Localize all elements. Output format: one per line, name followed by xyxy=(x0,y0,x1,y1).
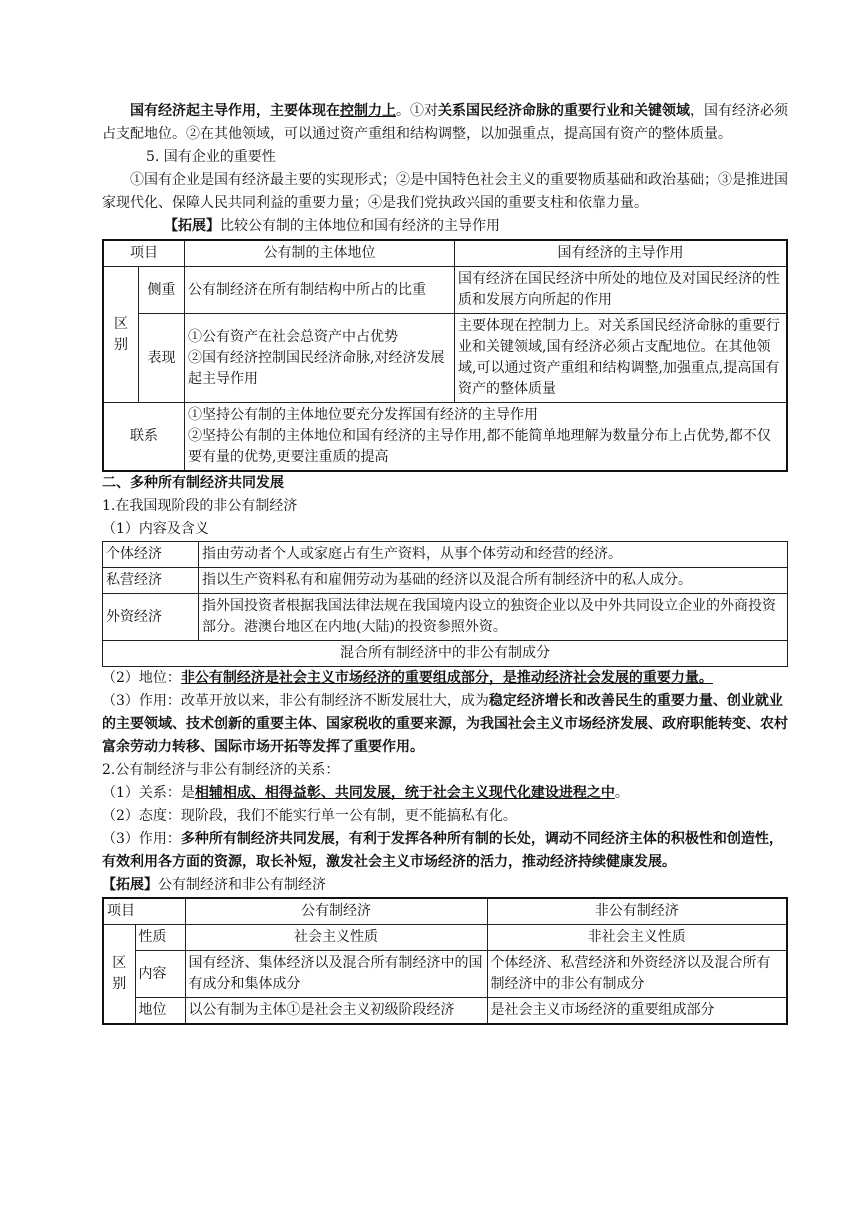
relation-text: 相辅相成、相得益彰、共同发展，统于社会主义现代化建设进程之中 xyxy=(194,785,615,801)
extension-2-title: 公有制经济和非公有制经济 xyxy=(158,877,326,893)
table2-row2-a: 国有经济、集体经济以及混合所有制经济中的国有成分和集体成分 xyxy=(185,951,487,998)
table1-row3-label: 联系 xyxy=(103,403,185,472)
comparison-table-1 xyxy=(102,239,788,472)
section-2-sub1: 1.在我国现阶段的非公有制经济 xyxy=(102,498,298,514)
position-text: 非公有制经济是社会主义市场经济的重要组成部分，是推动经济社会发展的重要力量。 xyxy=(180,670,713,686)
table1-header-b: 国有经济的主导作用 xyxy=(455,240,788,267)
section-5-title: 5. 国有企业的重要性 xyxy=(146,149,276,165)
effect-text: 多种所有制经济共同发展，有利于发挥各种所有制的长处，调动不同经济主体的积极性和创造性，有效利用各方面的资源，取长补短，激发社会主义市场经济的活力，推动经济持续健康发展。 xyxy=(102,831,783,870)
table1-diff-label: 区别 xyxy=(103,267,139,403)
table2-row1-label: 性质 xyxy=(135,925,185,951)
table1-row2-label: 表现 xyxy=(139,314,185,403)
extension-1-caption xyxy=(102,215,788,238)
table-cell-value: 指由劳动者个人或家庭占有生产资料，从事个体劳动和经营的经济。 xyxy=(199,542,788,568)
intro-bold-2: 关系国民经济命脉的重要行业和关键领域 xyxy=(438,103,690,119)
extension-1-title: 比较公有制的主体地位和国有经济的主导作用 xyxy=(220,218,500,234)
table-cell-key: 个体经济 xyxy=(103,542,199,568)
section-2-sub1a: （1）内容及含义 xyxy=(102,521,209,537)
table2-header-item: 项目 xyxy=(103,898,185,925)
role-paragraph xyxy=(102,690,788,759)
table2-row1-b: 非社会主义性质 xyxy=(487,925,787,951)
table2-row3-label: 地位 xyxy=(135,998,185,1025)
table1-row1-label: 侧重 xyxy=(139,267,185,314)
table2-header-a: 公有制经济 xyxy=(185,898,487,925)
section-2-title: 二、多种所有制经济共同发展 xyxy=(102,475,284,491)
table1-header-a: 公有制的主体地位 xyxy=(185,240,455,267)
table-cell-value: 指外国投资者根据我国法律法规在我国境内设立的独资企业以及中外共同设立企业的外商投资部分。港澳台地区在内地(大陆)的投资参照外资。 xyxy=(199,594,788,641)
role-text: 稳定经济增长和改善民生的重要力量、创业就业的主要领域、技术创新的重要主体、国家税收的重要来源，为我国社会主义市场经济发展、政府职能转变、农村富余劳动力转移、国际市场开拓等发挥了重要作用。 xyxy=(102,693,788,755)
table2-header-b: 非公有制经济 xyxy=(487,898,787,925)
table2-row2-b: 个体经济、私营经济和外资经济以及混合所有制经济中的非公有制成分 xyxy=(487,951,787,998)
comparison-table-2 xyxy=(102,897,788,1025)
intro-paragraph xyxy=(102,100,788,146)
role-label: （3）作用：改革开放以来，非公有制经济不断发展壮大，成为 xyxy=(102,693,489,709)
effect-paragraph xyxy=(102,828,788,874)
table1-row2-b: 主要体现在控制力上。对关系国民经济命脉的重要行业和关键领域,国有经济必须占支配地位。在其他领域,可以通过资产重组和结构调整,加强重点,提高国有资产的整体质量 xyxy=(455,314,788,403)
table-cell-mixed: 混合所有制经济中的非公有制成分 xyxy=(103,641,788,667)
table-row xyxy=(103,542,788,568)
table-row xyxy=(103,568,788,594)
table1-row1-a: 公有制经济在所有制结构中所占的比重 xyxy=(185,267,455,314)
attitude-paragraph: （2）态度：现阶段，我们不能实行单一公有制，更不能搞私有化。 xyxy=(102,808,517,824)
table2-row2-label: 内容 xyxy=(135,951,185,998)
table2-row3-a: 以公有制为主体①是社会主义初级阶段经济 xyxy=(185,998,487,1025)
table-cell-key: 私营经济 xyxy=(103,568,199,594)
table2-row3-b: 是社会主义市场经济的重要组成部分 xyxy=(487,998,787,1025)
table1-row1-b: 国有经济在国民经济中所处的地位及对国民经济的性质和发展方向所起的作用 xyxy=(455,267,788,314)
extension-tag: 【拓展】 xyxy=(102,877,158,893)
section-2-sub2: 2.公有制经济与非公有制经济的关系： xyxy=(102,762,340,778)
table2-row1-a: 社会主义性质 xyxy=(185,925,487,951)
position-label: （2）地位： xyxy=(102,670,181,686)
table-cell-key: 外资经济 xyxy=(103,594,199,641)
intro-text-1: 。①对 xyxy=(396,103,438,119)
intro-bold-1: 国有经济起主导作用，主要体现在 xyxy=(130,103,340,119)
position-paragraph xyxy=(102,667,788,690)
extension-tag: 【拓展】 xyxy=(164,218,220,234)
non-public-economy-table xyxy=(102,541,788,667)
intro-underline: 控制力上 xyxy=(340,103,396,119)
relation-end: 。 xyxy=(614,785,629,801)
table1-row3-text: ①坚持公有制的主体地位要充分发挥国有经济的主导作用 ②坚持公有制的主体地位和国有经济的主导作用,都不能简单地理解为数量分布上占优势,都不仅要有量的优势,更要注重质的提高 xyxy=(185,403,788,472)
table2-diff-label: 区别 xyxy=(103,925,135,1025)
document-page xyxy=(102,100,788,1025)
extension-2-caption xyxy=(102,874,788,897)
intro-text-2: ，国有经济必须占支配地位。②在其他领域，可以通过资产重组和结构调整，以加强重点，提高国有资产的整体质量。 xyxy=(102,103,788,142)
relation-paragraph xyxy=(102,782,788,805)
table1-row2-a: ①公有资产在社会总资产中占优势 ②国有经济控制国民经济命脉,对经济发展起主导作用 xyxy=(185,314,455,403)
table1-header-item: 项目 xyxy=(103,240,185,267)
effect-label: （3）作用： xyxy=(102,831,181,847)
table-row xyxy=(103,641,788,667)
section-5-text: ①国有企业是国有经济最主要的实现形式；②是中国特色社会主义的重要物质基础和政治基础；③是推进国家现代化、保障人民共同利益的重要力量；④是我们党执政兴国的重要支柱和依靠力量。 xyxy=(102,172,788,211)
table-row xyxy=(103,594,788,641)
table-cell-value: 指以生产资料私有和雇佣劳动为基础的经济以及混合所有制经济中的私人成分。 xyxy=(199,568,788,594)
relation-label: （1）关系：是 xyxy=(102,785,195,801)
